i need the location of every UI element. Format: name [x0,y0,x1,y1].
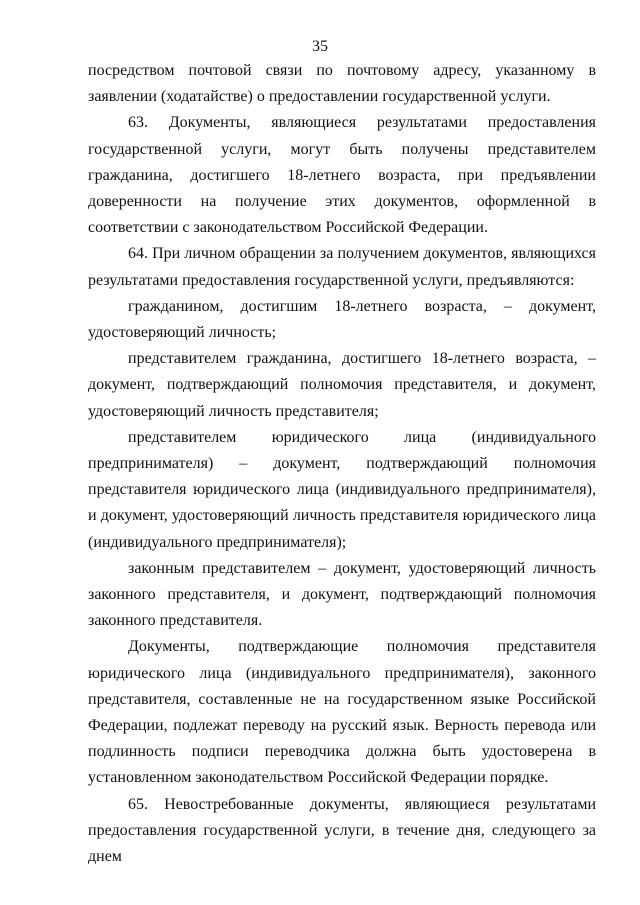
paragraph-item-63: 63. Документы, являющиеся результатами предоставления государственной услуги, могут быть получены представителем гражданина, достигшего 18-летнего возраста, при предъявлении доверенности на получение этих документов, оформленной в соответствии с законодательством Российской Федерации. [88,114,596,237]
document-body [88,58,596,870]
paragraph-item-64: 64. При личном обращении за получением документов, являющихся результатами предоставления государственной услуги, предъявляются: [88,245,596,289]
paragraph-legal-entity-representative: представителем юридического лица (индивидуального предпринимателя) – документ, подтверждающий полномочия представителя юридического лица (индивидуального предпринимателя), и документ, удостоверяющий личность представителя юридического лица (индивидуального предпринимателя); [88,428,596,551]
paragraph-item-65: 65. Невостребованные документы, являющиеся результатами предоставления государственной услуги, в течение дня, следующего за днем [88,795,596,866]
paragraph-translation-requirement: Документы, подтверждающие полномочия представителя юридического лица (индивидуального предпринимателя), законного представителя, составленные не на государственном языке Российской Федерации, подлежат переводу на русский язык. Верность перевода или подлинность подписи переводчика должна быть удостоверена в установленном законодательством Российской Федерации порядке. [88,638,596,787]
paragraph-continuation: посредством почтовой связи по почтовому адресу, указанному в заявлении (ходатайстве) о предоставлении государственной услуги. [88,62,596,106]
paragraph-citizen-representative: представителем гражданина, достигшего 18-летнего возраста, – документ, подтверждающий полномочия представителя, и документ, удостоверяющий личность представителя; [88,350,596,420]
page-number: 35 [312,38,328,55]
paragraph-legal-representative: законным представителем – документ, удостоверяющий личность законного представителя, и документ, подтверждающий полномочия законного представителя. [88,559,596,630]
paragraph-citizen: гражданином, достигшим 18-летнего возраста, – документ, удостоверяющий личность; [88,297,596,342]
